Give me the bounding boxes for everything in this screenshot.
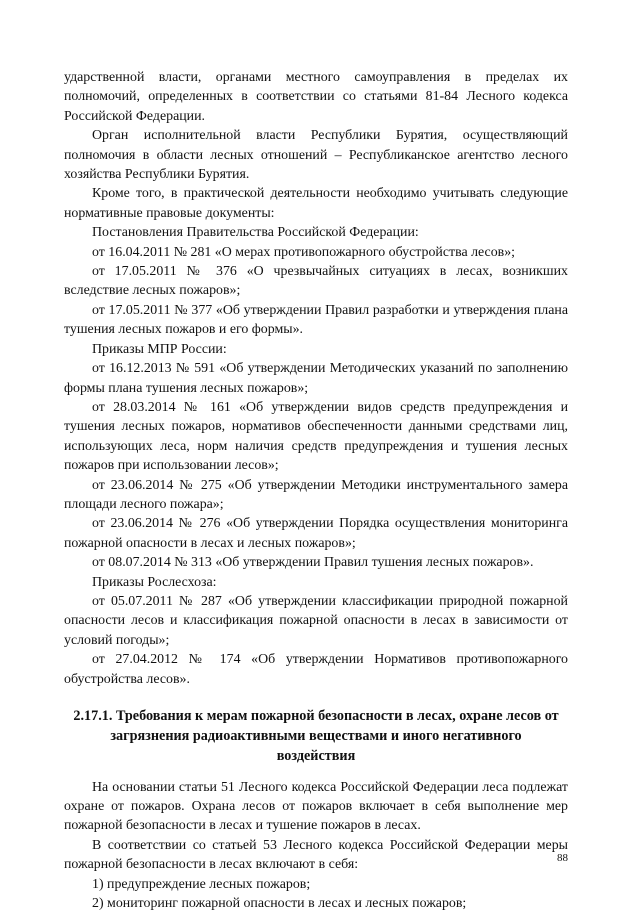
list-item-order-161: от 28.03.2014 № 161 «Об утверждении видов средств предупреждения и тушения лесных пожаров, нормативов обеспеченности данными средствами лиц, использующих леса, норм наличия средств предупреждения и тушения лесных пожаров при использовании лесов»; — [64, 399, 568, 474]
section-heading: 2.17.1. Требования к мерам пожарной безопасности в лесах, охране лесов от загрязнения радиоактивными веществами и иного негативного воздействия — [73, 708, 559, 765]
list-heading-rosleskhoz-orders: Приказы Рослесхоза: — [92, 574, 217, 590]
list-item-order-276: от 23.06.2014 № 276 «Об утверждении Порядка осуществления мониторинга пожарной опасности в лесах и лесных пожаров»; — [64, 516, 568, 551]
list-heading-mpr-orders: Приказы МПР России: — [92, 341, 227, 357]
paragraph-continuation: ударственной власти, органами местного самоуправления в пределах их полномочий, определенных в соответствии со статьями 81-84 Лесного кодекса Российской Федерации. — [64, 70, 568, 124]
paragraph-normative-documents-intro: Кроме того, в практической деятельности необходимо учитывать следующие нормативные правовые документы: — [64, 186, 568, 221]
paragraph-article-51: На основании статьи 51 Лесного кодекса Российской Федерации леса подлежат охране от пожаров. Охрана лесов от пожаров включает в себя выполнение мер пожарной безопасности в лесах и тушение пожаров в лесах. — [64, 779, 568, 834]
list-item-order-591: от 16.12.2013 № 591 «Об утверждении Методических указаний по заполнению формы плана тушения лесных пожаров»; — [64, 361, 568, 396]
list-item-measure-1: 1) предупреждение лесных пожаров; — [92, 876, 311, 892]
list-item-decree-377: от 17.05.2011 № 377 «Об утверждении Правил разработки и утверждения плана тушения лесных пожаров и его формы». — [64, 302, 568, 338]
paragraph-article-53: В соответствии со статьей 53 Лесного кодекса Российской Федерации меры пожарной безопасности в лесах включают в себя: — [64, 837, 568, 873]
page-number: 88 — [557, 852, 568, 864]
list-item-order-174: от 27.04.2012 № 174 «Об утверждении Нормативов противопожарного обустройства лесов». — [64, 652, 568, 687]
paragraph-executive-authority: Орган исполнительной власти Республики Бурятия, осуществляющий полномочия в области лесных отношений – Республиканское агентство лесного хозяйства Республики Бурятия. — [64, 128, 568, 183]
list-item-measure-2: 2) мониторинг пожарной опасности в лесах и лесных пожаров; — [92, 896, 467, 912]
list-item-order-313: от 08.07.2014 № 313 «Об утверждении Правил тушения лесных пожаров». — [92, 555, 534, 571]
list-item-order-287: от 05.07.2011 № 287 «Об утверждении классификации природной пожарной опасности лесов и классификация пожарной опасности в лесах в зависимости от условий погоды»; — [64, 593, 568, 648]
list-item-order-275: от 23.06.2014 № 275 «Об утверждении Методики инструментального замера площади лесного пожара»; — [64, 477, 568, 512]
list-item-decree-281: от 16.04.2011 № 281 «О мерах противопожарного обустройства лесов»; — [92, 244, 516, 260]
list-item-decree-376: от 17.05.2011 № 376 «О чрезвычайных ситуациях в лесах, возникших вследствие лесных пожаров»; — [64, 264, 568, 299]
list-heading-government-decrees: Постановления Правительства Российской Федерации: — [92, 225, 419, 241]
